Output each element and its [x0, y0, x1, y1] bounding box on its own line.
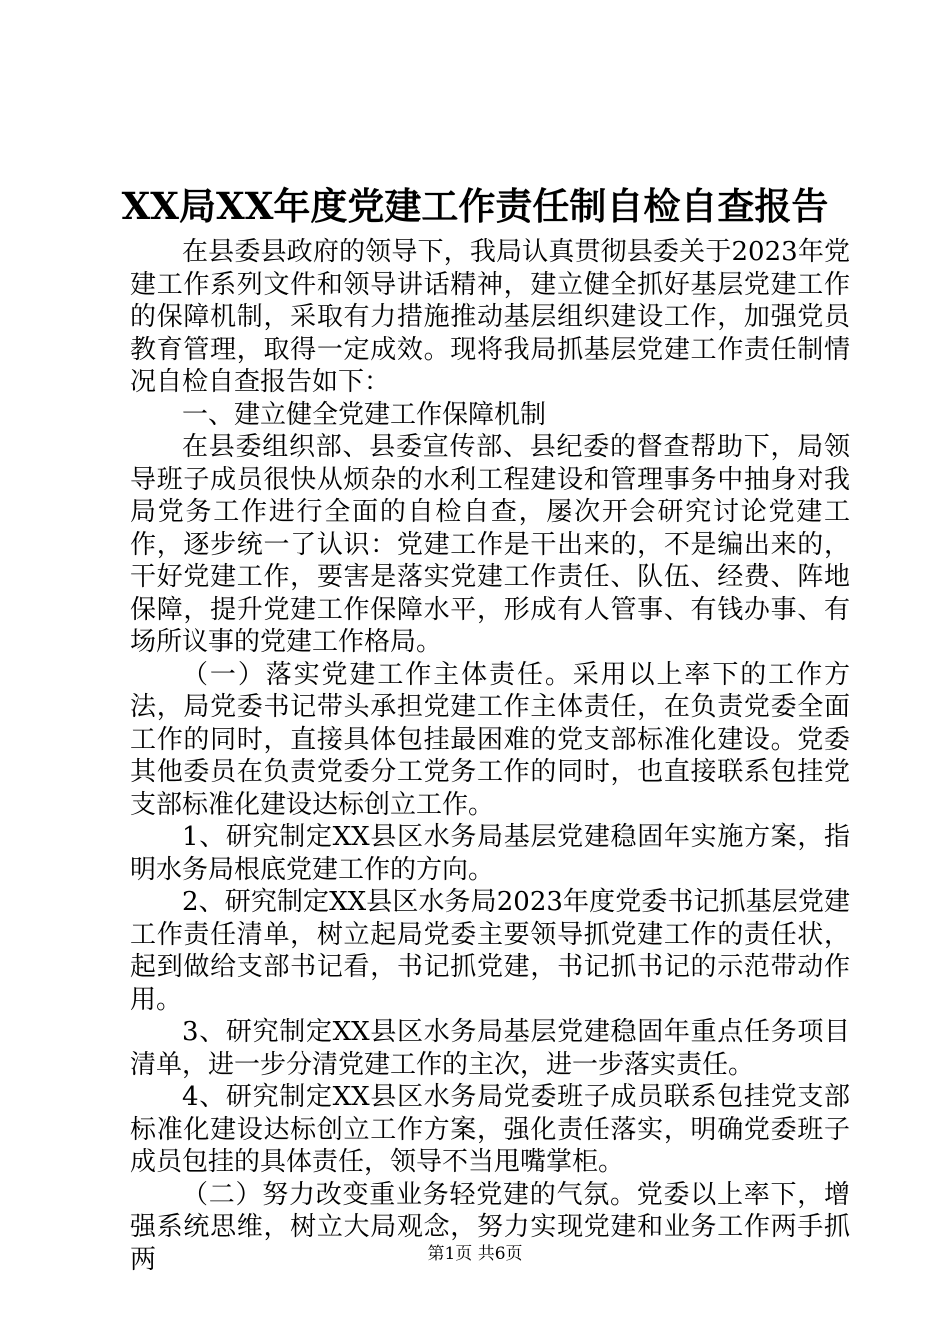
list-item-3: 3、研究制定XX县区水务局基层党建稳固年重点任务项目清单，进一步分清党建工作的主次，进一步落实责任。 — [130, 1017, 850, 1080]
list-item-1: 1、研究制定XX县区水务局基层党建稳固年实施方案，指明水务局根底党建工作的方向。 — [130, 822, 850, 885]
subsection-1-paragraph: （一）落实党建工作主体责任。采用以上率下的工作方法，局党委书记带头承担党建工作主体责任，在负责党委全面工作的同时，直接具体包挂最困难的党支部标准化建设。党委其他委员在负责党委分工党务工作的同时，也直接联系包挂党支部标准化建设达标创立工作。 — [130, 659, 850, 820]
intro-paragraph: 在县委县政府的领导下，我局认真贯彻县委关于2023年党建工作系列文件和领导讲话精神，建立健全抓好基层党建工作的保障机制，采取有力措施推动基层组织建设工作，加强党员教育管理，取得一定成效。现将我局抓基层党建工作责任制情况自检自查报告如下： — [130, 237, 850, 397]
page-footer: 第1页 共6页 — [427, 1244, 523, 1264]
subsection-2-paragraph: （二）努力改变重业务轻党建的气氛。党委以上率下，增强系统思维，树立大局观念，努力实现党建和业务工作两手抓两 — [130, 1179, 850, 1275]
section-1-paragraph: 在县委组织部、县委宣传部、县纪委的督查帮助下，局领导班子成员很快从烦杂的水利工程建设和管理事务中抽身对我局党务工作进行全面的自检自查，屡次开会研究讨论党建工作，逐步统一了认识：党建工作是干出来的，不是编出来的，干好党建工作，要害是落实党建工作责任、队伍、经费、阵地保障，提升党建工作保障水平，形成有人管事、有钱办事、有场所议事的党建工作格局。 — [130, 432, 850, 657]
section-heading-1: 一、建立健全党建工作保障机制 — [182, 399, 547, 430]
list-item-2: 2、研究制定XX县区水务局2023年度党委书记抓基层党建工作责任清单，树立起局党委主要领导抓党建工作的责任状，起到做给支部书记看，书记抓党建，书记抓书记的示范带动作用。 — [130, 887, 850, 1015]
list-item-4: 4、研究制定XX县区水务局党委班子成员联系包挂党支部标准化建设达标创立工作方案，强化责任落实，明确党委班子成员包挂的具体责任，领导不当甩嘴掌柜。 — [130, 1082, 850, 1177]
document-body — [130, 236, 850, 1276]
document-title: XX局XX年度党建工作责任制自检自查报告 — [121, 184, 829, 228]
